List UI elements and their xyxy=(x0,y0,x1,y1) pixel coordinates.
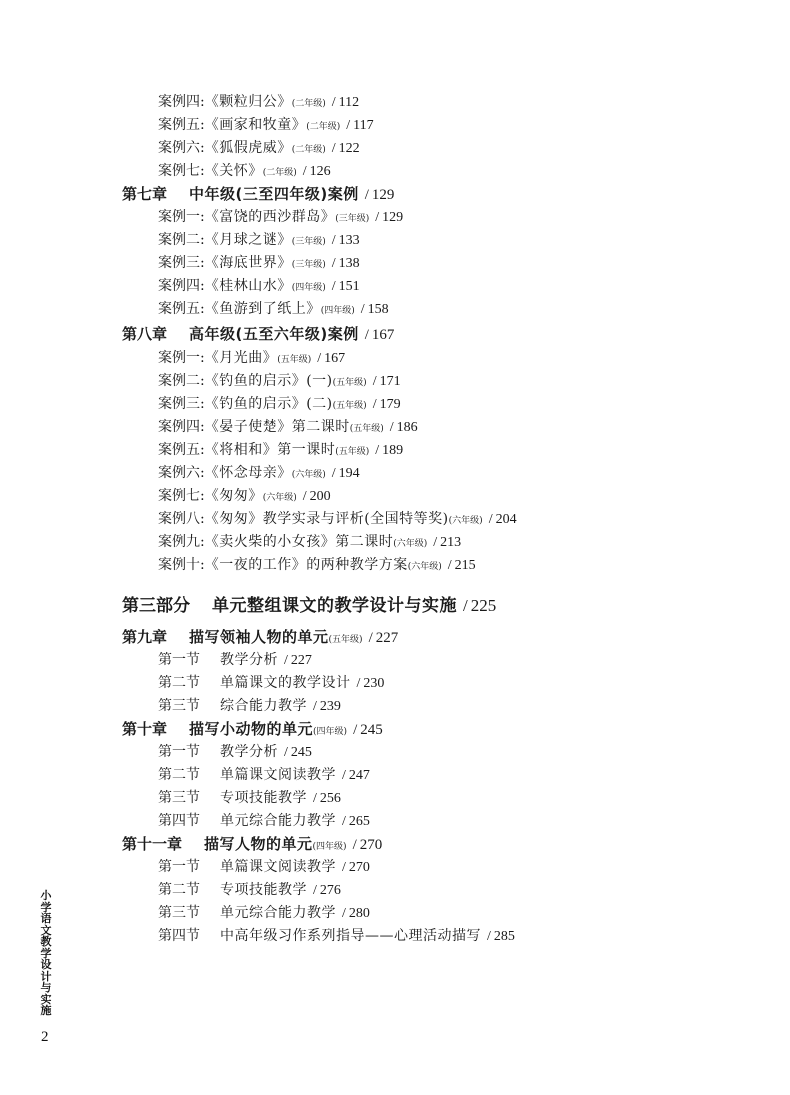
toc-page-number: 167 xyxy=(371,327,395,343)
page-separator: / xyxy=(342,860,346,875)
toc-chapter-title: 高年级(五至六年级)案例 xyxy=(189,325,359,343)
toc-entry-title: 《怀念母亲》 xyxy=(204,465,292,481)
page-separator: / xyxy=(433,535,438,550)
toc-section-label: 第一节 xyxy=(158,859,200,875)
toc-page-number: 200 xyxy=(309,489,331,504)
toc-entry-row[interactable] xyxy=(158,371,401,391)
page-separator: / xyxy=(487,929,491,944)
toc-page-number: 138 xyxy=(338,256,360,271)
page-separator: / xyxy=(364,327,369,343)
toc-entry-label: 案例三: xyxy=(158,396,205,412)
page-separator: / xyxy=(368,630,373,646)
toc-section-label: 第四节 xyxy=(158,813,200,829)
toc-chapter-row[interactable] xyxy=(122,627,398,647)
grade-level-note: (四年级) xyxy=(320,306,355,316)
page-separator: / xyxy=(284,653,288,668)
toc-entry-title: 《狐假虎威》 xyxy=(204,140,292,156)
grade-level-note: (四年级) xyxy=(291,283,326,293)
page-separator: / xyxy=(375,210,380,225)
page-separator: / xyxy=(342,814,346,829)
toc-entry-label: 案例三: xyxy=(158,255,205,271)
toc-section-title: 专项技能教学 xyxy=(220,790,307,806)
toc-section-title: 综合能力教学 xyxy=(220,698,307,714)
toc-page-number: 151 xyxy=(338,279,360,294)
page-separator: / xyxy=(389,420,394,435)
toc-section-row[interactable] xyxy=(158,696,341,716)
toc-entry-label: 案例七: xyxy=(158,488,205,504)
grade-level-note: (六年级) xyxy=(448,516,483,526)
toc-page-number: 167 xyxy=(324,351,346,366)
toc-page-number: 179 xyxy=(379,397,401,412)
page-separator: / xyxy=(331,233,336,248)
grade-level-note: (三年级) xyxy=(291,260,326,270)
toc-page-number: 213 xyxy=(440,535,462,550)
toc-entry-title: 《卖火柴的小女孩》第二课时 xyxy=(204,534,394,550)
toc-entry-title: 《桂林山水》 xyxy=(204,278,292,294)
toc-chapter-title: 中年级(三至四年级)案例 xyxy=(189,185,359,203)
toc-section-title: 单篇课文的教学设计 xyxy=(220,675,351,691)
grade-level-note: (五年级) xyxy=(332,378,367,388)
toc-entry-title: 《一夜的工作》的两种教学方案 xyxy=(204,557,408,573)
page-separator: / xyxy=(284,745,288,760)
toc-page-number: 280 xyxy=(348,906,370,921)
toc-entry-title: 《将相和》第一课时 xyxy=(204,442,336,458)
toc-entry-row[interactable] xyxy=(158,486,331,506)
toc-section-row[interactable] xyxy=(158,880,341,900)
page-separator: / xyxy=(331,95,336,110)
page-separator: / xyxy=(346,118,351,133)
toc-section-row[interactable] xyxy=(158,788,341,808)
toc-page-number: 122 xyxy=(338,141,360,156)
page-separator: / xyxy=(360,302,365,317)
toc-page-number: 239 xyxy=(319,699,341,714)
grade-level-note: (五年级) xyxy=(349,424,384,434)
toc-entry-label: 案例五: xyxy=(158,301,205,317)
toc-entry-title: 《画家和牧童》 xyxy=(204,117,307,133)
toc-page-number: 265 xyxy=(348,814,370,829)
page-number: 2 xyxy=(41,1029,49,1045)
toc-page-number: 256 xyxy=(319,791,341,806)
grade-level-note: (四年级) xyxy=(313,727,348,737)
toc-section-label: 第三节 xyxy=(158,698,200,714)
toc-section-row[interactable] xyxy=(158,765,370,785)
toc-page-number: 225 xyxy=(470,596,497,615)
toc-page-number: 227 xyxy=(375,630,399,646)
toc-page-number: 247 xyxy=(348,768,370,783)
toc-chapter-title: 描写人物的单元 xyxy=(204,835,313,853)
toc-part-title: 单元整组课文的教学设计与实施 xyxy=(212,596,457,616)
toc-entry-title: 《匆匆》教学实录与评析(全国特等奖) xyxy=(204,511,449,527)
toc-section-label: 第一节 xyxy=(158,744,200,760)
toc-section-title: 中高年级习作系列指导——心理活动描写 xyxy=(220,928,481,944)
toc-section-label: 第三节 xyxy=(158,790,200,806)
page-separator: / xyxy=(313,883,317,898)
page-separator: / xyxy=(302,489,307,504)
toc-section-label: 第一节 xyxy=(158,652,200,668)
toc-page-number: 215 xyxy=(454,558,476,573)
toc-chapter-label: 第九章 xyxy=(122,628,168,646)
toc-entry-label: 案例一: xyxy=(158,350,205,366)
toc-section-title: 单篇课文阅读教学 xyxy=(220,767,336,783)
toc-section-row[interactable] xyxy=(158,650,312,670)
toc-part-label: 第三部分 xyxy=(122,596,190,616)
toc-section-title: 单元综合能力教学 xyxy=(220,905,336,921)
toc-chapter-row[interactable] xyxy=(122,324,394,344)
toc-chapter-row[interactable] xyxy=(122,834,382,854)
toc-page-number: 158 xyxy=(367,302,389,317)
grade-level-note: (五年级) xyxy=(335,447,370,457)
toc-page-number: 227 xyxy=(290,653,312,668)
toc-section-row[interactable] xyxy=(158,926,515,946)
toc-entry-label: 案例五: xyxy=(158,117,205,133)
toc-entry-row[interactable] xyxy=(158,276,360,296)
toc-section-title: 单元综合能力教学 xyxy=(220,813,336,829)
toc-page-number: 129 xyxy=(371,187,395,203)
page-separator: / xyxy=(375,443,380,458)
page-separator: / xyxy=(488,512,493,527)
toc-page-number: 245 xyxy=(360,722,383,738)
toc-entry-label: 案例五: xyxy=(158,442,205,458)
toc-entry-label: 案例四: xyxy=(158,94,205,110)
toc-entry-row[interactable] xyxy=(158,253,360,273)
toc-section-title: 单篇课文阅读教学 xyxy=(220,859,336,875)
toc-section-row[interactable] xyxy=(158,857,370,877)
page-separator: / xyxy=(342,906,346,921)
page-separator: / xyxy=(331,256,336,271)
toc-entry-title: 《鱼游到了纸上》 xyxy=(204,301,321,317)
page-separator: / xyxy=(331,466,336,481)
page-separator: / xyxy=(352,837,357,853)
grade-level-note: (二年级) xyxy=(262,168,297,178)
grade-level-note: (二年级) xyxy=(306,122,341,132)
toc-page-number: 270 xyxy=(359,837,383,853)
toc-page-number: 276 xyxy=(319,883,341,898)
grade-level-note: (六年级) xyxy=(407,562,442,572)
toc-entry-title: 《关怀》 xyxy=(204,163,263,179)
toc-entry-title: 《月光曲》 xyxy=(204,350,278,366)
grade-level-note: (二年级) xyxy=(291,99,326,109)
toc-entry-row[interactable] xyxy=(158,394,401,414)
toc-section-title: 教学分析 xyxy=(220,652,278,668)
toc-entry-label: 案例四: xyxy=(158,419,205,435)
grade-level-note: (五年级) xyxy=(332,401,367,411)
page-separator: / xyxy=(317,351,322,366)
grade-level-note: (三年级) xyxy=(291,237,326,247)
toc-section-row[interactable] xyxy=(158,811,370,831)
toc-section-row[interactable] xyxy=(158,903,370,923)
grade-level-note: (二年级) xyxy=(291,145,326,155)
page-separator: / xyxy=(353,722,358,738)
toc-page-number: 189 xyxy=(382,443,404,458)
toc-section-row[interactable] xyxy=(158,742,312,762)
toc-chapter-label: 第十一章 xyxy=(122,835,183,853)
toc-entry-label: 案例二: xyxy=(158,232,205,248)
toc-chapter-title: 描写领袖人物的单元 xyxy=(189,628,329,646)
toc-page-number: 112 xyxy=(338,95,360,110)
running-book-title: 小学语文教学设计与实施 xyxy=(40,889,52,1017)
toc-section-label: 第二节 xyxy=(158,675,200,691)
toc-entry-label: 案例六: xyxy=(158,465,205,481)
toc-entry-row[interactable] xyxy=(158,161,331,181)
toc-entry-row[interactable] xyxy=(158,555,476,575)
toc-chapter-row[interactable] xyxy=(122,719,383,739)
page-separator: / xyxy=(364,187,369,203)
page-separator: / xyxy=(356,676,361,691)
toc-entry-row[interactable] xyxy=(158,463,360,483)
toc-page-number: 186 xyxy=(396,420,418,435)
grade-level-note: (五年级) xyxy=(277,355,312,365)
page-separator: / xyxy=(313,791,317,806)
toc-page-number: 270 xyxy=(348,860,370,875)
grade-level-note: (六年级) xyxy=(262,493,297,503)
toc-entry-label: 案例六: xyxy=(158,140,205,156)
toc-page-number: 129 xyxy=(382,210,404,225)
page-separator: / xyxy=(302,164,307,179)
page-separator: / xyxy=(463,596,468,615)
toc-entry-label: 案例八: xyxy=(158,511,205,527)
page-separator: / xyxy=(342,768,346,783)
toc-entry-row[interactable] xyxy=(158,299,389,319)
toc-section-row[interactable] xyxy=(158,673,384,693)
toc-entry-row[interactable] xyxy=(158,532,461,552)
toc-page-number: 171 xyxy=(379,374,401,389)
toc-section-label: 第二节 xyxy=(158,882,200,898)
toc-section-title: 专项技能教学 xyxy=(220,882,307,898)
toc-entry-row[interactable] xyxy=(158,92,359,112)
toc-entry-title: 《富饶的西沙群岛》 xyxy=(204,209,336,225)
toc-page-number: 204 xyxy=(495,512,517,527)
toc-section-title: 教学分析 xyxy=(220,744,278,760)
toc-entry-label: 案例二: xyxy=(158,373,205,389)
toc-entry-title: 《匆匆》 xyxy=(204,488,263,504)
page-separator: / xyxy=(331,279,336,294)
page-separator: / xyxy=(331,141,336,156)
toc-entry-row[interactable] xyxy=(158,230,360,250)
toc-entry-row[interactable] xyxy=(158,207,403,227)
toc-entry-title: 《月球之谜》 xyxy=(204,232,292,248)
grade-level-note: (四年级) xyxy=(312,842,347,852)
toc-page-number: 230 xyxy=(363,676,385,691)
toc-entry-label: 案例九: xyxy=(158,534,205,550)
grade-level-note: (三年级) xyxy=(335,214,370,224)
toc-section-label: 第四节 xyxy=(158,928,200,944)
page-separator: / xyxy=(313,699,317,714)
toc-entry-label: 案例十: xyxy=(158,557,205,573)
toc-entry-row[interactable] xyxy=(158,509,517,529)
toc-entry-label: 案例一: xyxy=(158,209,205,225)
toc-page-number: 245 xyxy=(290,745,312,760)
toc-section-label: 第三节 xyxy=(158,905,200,921)
toc-chapter-row[interactable] xyxy=(122,184,394,204)
toc-entry-row[interactable] xyxy=(158,417,418,437)
toc-chapter-label: 第十章 xyxy=(122,720,168,738)
page-separator: / xyxy=(372,397,377,412)
toc-entry-title: 《颗粒归公》 xyxy=(204,94,292,110)
toc-chapter-title: 描写小动物的单元 xyxy=(189,720,314,738)
toc-page-number: 126 xyxy=(309,164,331,179)
toc-entry-title: 《晏子使楚》第二课时 xyxy=(204,419,350,435)
toc-entry-row[interactable] xyxy=(158,115,374,135)
toc-section-label: 第二节 xyxy=(158,767,200,783)
toc-entry-label: 案例七: xyxy=(158,163,205,179)
toc-entry-row[interactable] xyxy=(158,440,403,460)
toc-chapter-label: 第七章 xyxy=(122,185,168,203)
toc-chapter-label: 第八章 xyxy=(122,325,168,343)
toc-page-number: 117 xyxy=(353,118,374,133)
grade-level-note: (五年级) xyxy=(328,635,363,645)
toc-entry-row[interactable] xyxy=(158,138,360,158)
page-separator: / xyxy=(447,558,452,573)
toc-entry-title: 《钓鱼的启示》(二) xyxy=(204,396,333,412)
grade-level-note: (六年级) xyxy=(393,539,428,549)
grade-level-note: (六年级) xyxy=(291,470,326,480)
toc-page-number: 133 xyxy=(338,233,360,248)
toc-entry-title: 《钓鱼的启示》(一) xyxy=(204,373,333,389)
toc-part-row[interactable] xyxy=(122,594,496,618)
toc-entry-title: 《海底世界》 xyxy=(204,255,292,271)
toc-page-number: 194 xyxy=(338,466,360,481)
page-separator: / xyxy=(372,374,377,389)
toc-page-number: 285 xyxy=(493,929,515,944)
toc-entry-row[interactable] xyxy=(158,348,345,368)
toc-entry-label: 案例四: xyxy=(158,278,205,294)
